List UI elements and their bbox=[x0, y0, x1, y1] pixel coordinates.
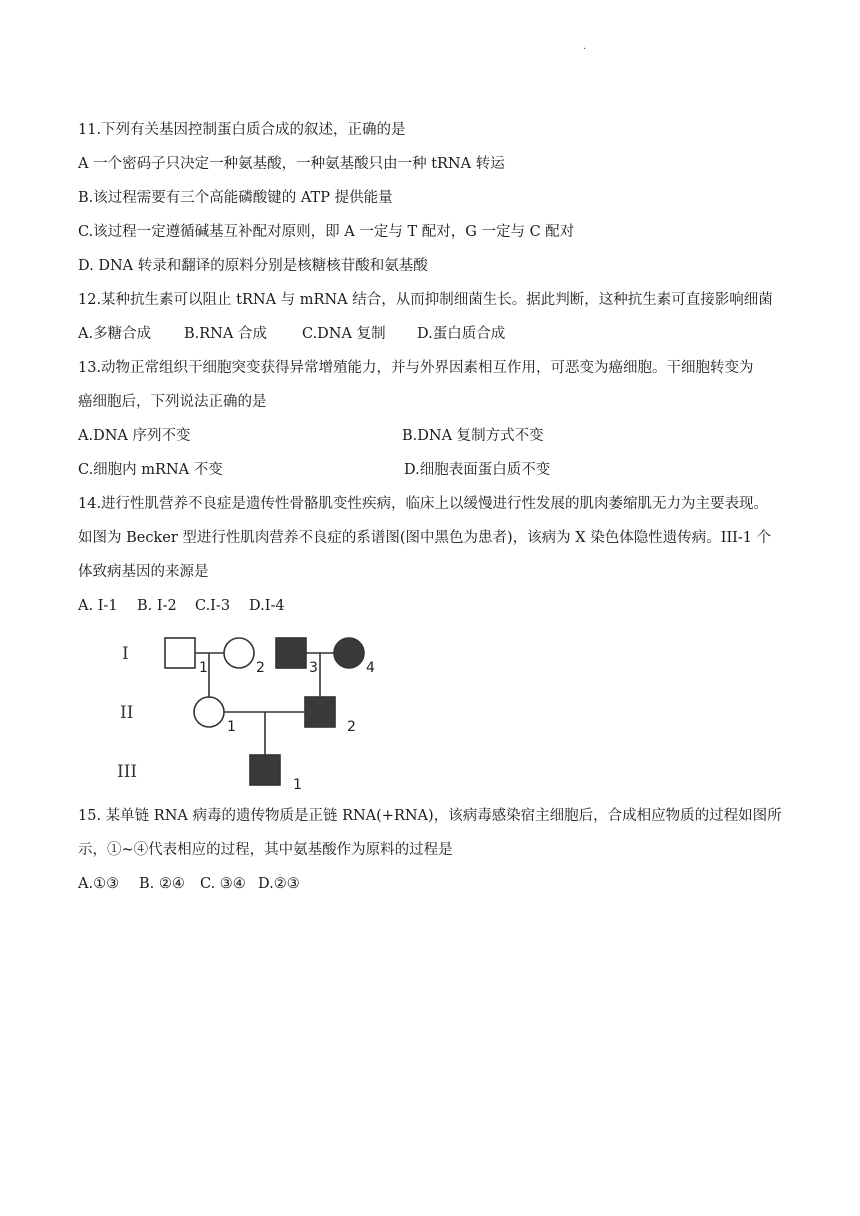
pedigree-affected-male-i3 bbox=[276, 638, 306, 668]
pedigree-number-i4: 4 bbox=[366, 660, 375, 676]
generation-label-i: I bbox=[122, 644, 129, 664]
q12-option-b: B.RNA 合成 bbox=[184, 326, 267, 342]
q13-stem-line2: 癌细胞后，下列说法正确的是 bbox=[78, 394, 267, 410]
q13-stem-line1: 13.动物正常组织干细胞突变获得异常增殖能力，并与外界因素相互作用，可恶变为癌细胞。干细胞转变为 bbox=[78, 360, 754, 376]
q14-option-c: C.I-3 bbox=[195, 598, 231, 614]
q12-option-d: D.蛋白质合成 bbox=[417, 326, 506, 342]
q12-stem: 12.某种抗生素可以阻止 tRNA 与 mRNA 结合，从而抑制细菌生长。据此判断，这种抗生素可直接影响细菌 bbox=[78, 292, 773, 308]
q13-option-c: C.细胞内 mRNA 不变 bbox=[78, 462, 223, 478]
q12-option-a: A.多糖合成 bbox=[78, 326, 152, 342]
q14-stem-line3: 体致病基因的来源是 bbox=[78, 564, 209, 580]
header-mark: · bbox=[583, 44, 587, 55]
pedigree-number-i3: 3 bbox=[309, 660, 318, 676]
q11-option-b: B.该过程需要有三个高能磷酸键的 ATP 提供能量 bbox=[78, 190, 393, 206]
pedigree-female-i2 bbox=[224, 638, 254, 668]
pedigree-affected-male-iii1 bbox=[250, 755, 280, 785]
q15-option-b: B. ②④ bbox=[139, 876, 185, 892]
pedigree-number-i2: 2 bbox=[256, 660, 265, 676]
q14-stem-line1: 14.进行性肌营养不良症是遗传性骨骼肌变性疾病，临床上以缓慢进行性发展的肌肉萎缩肌无力为主要表现。 bbox=[78, 496, 769, 512]
q13-option-b: B.DNA 复制方式不变 bbox=[402, 428, 544, 444]
generation-label-iii: III bbox=[117, 762, 138, 782]
pedigree-affected-female-i4 bbox=[334, 638, 364, 668]
q15-option-d: D.②③ bbox=[258, 876, 300, 892]
q13-option-d: D.细胞表面蛋白质不变 bbox=[404, 462, 551, 478]
pedigree-affected-male-ii2 bbox=[305, 697, 335, 727]
pedigree-number-ii2: 2 bbox=[347, 719, 356, 735]
q11-option-d: D. DNA 转录和翻译的原料分别是核糖核苷酸和氨基酸 bbox=[78, 258, 428, 274]
q14-option-d: D.I-4 bbox=[249, 598, 285, 614]
pedigree-chart bbox=[100, 620, 390, 800]
q11-option-c: C.该过程一定遵循碱基互补配对原则，即 A 一定与 T 配对，G 一定与 C 配对 bbox=[78, 224, 575, 240]
q14-stem-line2: 如图为 Becker 型进行性肌肉营养不良症的系谱图(图中黑色为患者)，该病为 X 染色体隐性遗传病。III-1 个 bbox=[78, 530, 772, 546]
q15-stem-line2: 示，①~④代表相应的过程，其中氨基酸作为原料的过程是 bbox=[78, 842, 453, 858]
q13-option-a: A.DNA 序列不变 bbox=[78, 428, 191, 444]
pedigree-number-i1: 1 bbox=[199, 660, 208, 676]
q12-option-c: C.DNA 复制 bbox=[302, 326, 386, 342]
pedigree-number-ii1: 1 bbox=[227, 719, 236, 735]
generation-label-ii: II bbox=[120, 703, 134, 723]
pedigree-male-i1 bbox=[165, 638, 195, 668]
pedigree-female-ii1 bbox=[194, 697, 224, 727]
pedigree-number-iii1: 1 bbox=[293, 777, 302, 793]
q15-stem-line1: 15. 某单链 RNA 病毒的遗传物质是正链 RNA(+RNA)，该病毒感染宿主细胞后，合成相应物质的过程如图所 bbox=[78, 808, 782, 824]
q15-option-a: A.①③ bbox=[78, 876, 120, 892]
q15-option-c: C. ③④ bbox=[200, 876, 246, 892]
q11-option-a: A 一个密码子只决定一种氨基酸，一种氨基酸只由一种 tRNA 转运 bbox=[78, 156, 505, 172]
q14-option-b: B. I-2 bbox=[137, 598, 177, 614]
q14-option-a: A. I-1 bbox=[78, 598, 118, 614]
q11-stem: 11.下列有关基因控制蛋白质合成的叙述，正确的是 bbox=[78, 122, 406, 138]
